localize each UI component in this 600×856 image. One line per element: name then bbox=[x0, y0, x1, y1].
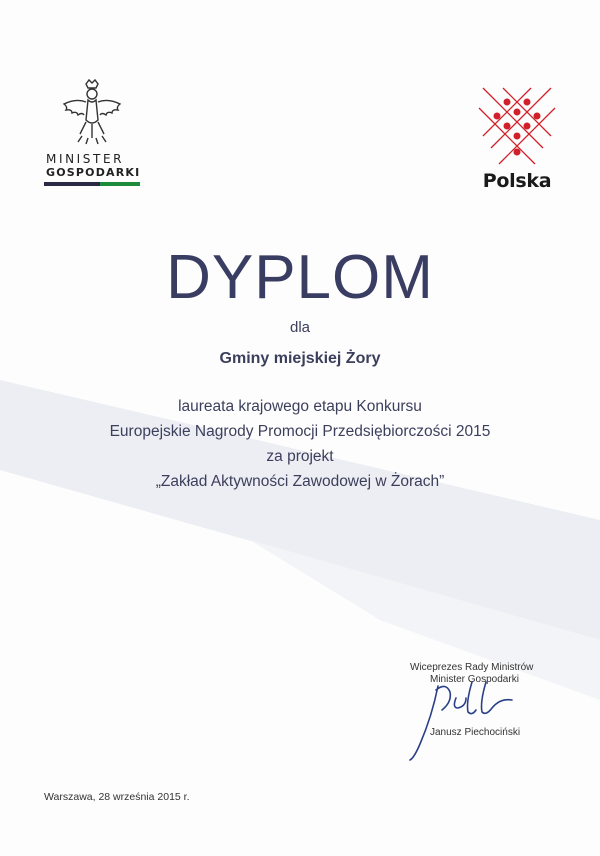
ministry-logo bbox=[38, 78, 148, 186]
diploma-title: DYPLOM bbox=[166, 243, 434, 312]
place-and-date: Warszawa, 28 września 2015 r. bbox=[44, 791, 190, 803]
recipient-name: Gminy miejskiej Żory bbox=[219, 350, 381, 367]
polska-kite-icon bbox=[473, 80, 561, 172]
ministry-logo-bar bbox=[44, 182, 148, 186]
polska-logo bbox=[462, 80, 572, 192]
handwritten-signature bbox=[398, 668, 548, 768]
ministry-logo-line1: MINISTER bbox=[46, 152, 125, 166]
signer-title-line1: Wiceprezes Rady Ministrów bbox=[410, 662, 534, 673]
signer-name: Janusz Piechociński bbox=[430, 727, 521, 738]
ministry-logo-line2: GOSPODARKI bbox=[46, 166, 141, 179]
for-label: dla bbox=[289, 319, 311, 336]
project-name: „Zakład Aktywności Zawodowej w Żorach” bbox=[155, 473, 445, 490]
diploma-text-line: Europejskie Nagrody Promocji Przedsiębiorczości 2015 bbox=[109, 423, 491, 440]
diploma-text-line: za projekt bbox=[266, 448, 334, 465]
eagle-emblem-icon bbox=[58, 78, 126, 148]
signer-title-line2: Minister Gospodarki bbox=[430, 674, 519, 685]
diploma-text-line: laureata krajowego etapu Konkursu bbox=[178, 398, 422, 415]
polska-logo-word: Polska bbox=[482, 170, 552, 192]
